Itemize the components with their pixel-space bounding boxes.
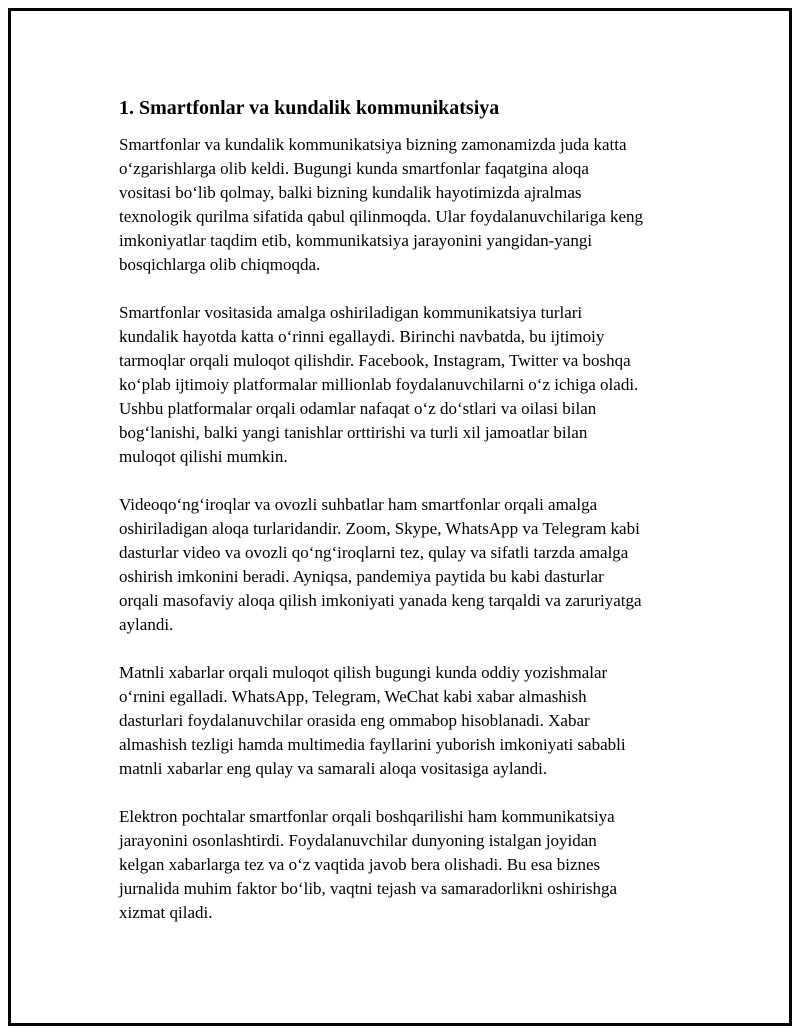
paragraph-3: [119, 493, 719, 637]
paragraph-line: dasturlar video va ovozli qo‘ng‘iroqlarni tez, qulay va sifatli tarzda amalga: [119, 543, 629, 562]
paragraph-line: jarayonini osonlashtirdi. Foydalanuvchilar dunyoning istalgan joyidan: [119, 831, 597, 850]
paragraph-line: aylandi.: [119, 615, 174, 634]
paragraph-line: texnologik qurilma sifatida qabul qilinmoqda. Ular foydalanuvchilariga keng: [119, 207, 644, 226]
paragraph-line: Ushbu platformalar orqali odamlar nafaqat o‘z do‘stlari va oilasi bilan: [119, 399, 597, 418]
paragraph-1: [119, 133, 719, 277]
paragraph-line: dasturlari foydalanuvchilar orasida eng ommabop hisoblanadi. Xabar: [119, 711, 590, 730]
paragraph-2: [119, 301, 719, 469]
paragraph-line: muloqot qilishi mumkin.: [119, 447, 288, 466]
paragraph-line: oshirish imkonini beradi. Ayniqsa, pandemiya paytida bu kabi dasturlar: [119, 567, 604, 586]
paragraph-4: [119, 661, 719, 781]
paragraph-line: o‘zgarishlarga olib keldi. Bugungi kunda smartfonlar faqatgina aloqa: [119, 159, 589, 178]
paragraph-line: matnli xabarlar eng qulay va samarali aloqa vositasiga aylandi.: [119, 759, 548, 778]
document-body: [119, 95, 719, 949]
paragraph-5: [119, 805, 719, 925]
paragraph-line: ko‘plab ijtimoiy platformalar millionlab foydalanuvchilarni o‘z ichiga oladi.: [119, 375, 639, 394]
paragraph-line: Smartfonlar va kundalik kommunikatsiya bizning zamonamizda juda katta: [119, 135, 627, 154]
paragraph-line: xizmat qiladi.: [119, 903, 213, 922]
page-frame: [8, 8, 792, 1026]
paragraph-line: almashish tezligi hamda multimedia fayllarini yuborish imkoniyati sababli: [119, 735, 626, 754]
paragraph-line: bosqichlarga olib chiqmoqda.: [119, 255, 321, 274]
paragraph-line: kundalik hayotda katta o‘rinni egallaydi. Birinchi navbatda, bu ijtimoiy: [119, 327, 605, 346]
paragraph-line: tarmoqlar orqali muloqot qilishdir. Facebook, Instagram, Twitter va boshqa: [119, 351, 631, 370]
paragraph-line: Matnli xabarlar orqali muloqot qilish bugungi kunda oddiy yozishmalar: [119, 663, 608, 682]
paragraph-line: Videoqo‘ng‘iroqlar va ovozli suhbatlar ham smartfonlar orqali amalga: [119, 495, 598, 514]
paragraph-line: vositasi bo‘lib qolmay, balki bizning kundalik hayotimizda ajralmas: [119, 183, 582, 202]
paragraph-line: orqali masofaviy aloqa qilish imkoniyati yanada keng tarqaldi va zaruriyatga: [119, 591, 642, 610]
paragraph-line: o‘rnini egalladi. WhatsApp, Telegram, WeChat kabi xabar almashish: [119, 687, 587, 706]
paragraph-line: Elektron pochtalar smartfonlar orqali boshqarilishi ham kommunikatsiya: [119, 807, 615, 826]
paragraph-line: oshiriladigan aloqa turlaridandir. Zoom, Skype, WhatsApp va Telegram kabi: [119, 519, 640, 538]
section-heading: 1. Smartfonlar va kundalik kommunikatsiya: [119, 97, 500, 119]
paragraph-line: imkoniyatlar taqdim etib, kommunikatsiya jarayonini yangidan-yangi: [119, 231, 593, 250]
paragraph-line: bog‘lanishi, balki yangi tanishlar orttirishi va turli xil jamoatlar bilan: [119, 423, 588, 442]
paragraph-line: Smartfonlar vositasida amalga oshiriladigan kommunikatsiya turlari: [119, 303, 583, 322]
paragraph-line: jurnalida muhim faktor bo‘lib, vaqtni tejash va samaradorlikni oshirishga: [119, 879, 618, 898]
paragraph-line: kelgan xabarlarga tez va o‘z vaqtida javob bera olishadi. Bu esa biznes: [119, 855, 601, 874]
